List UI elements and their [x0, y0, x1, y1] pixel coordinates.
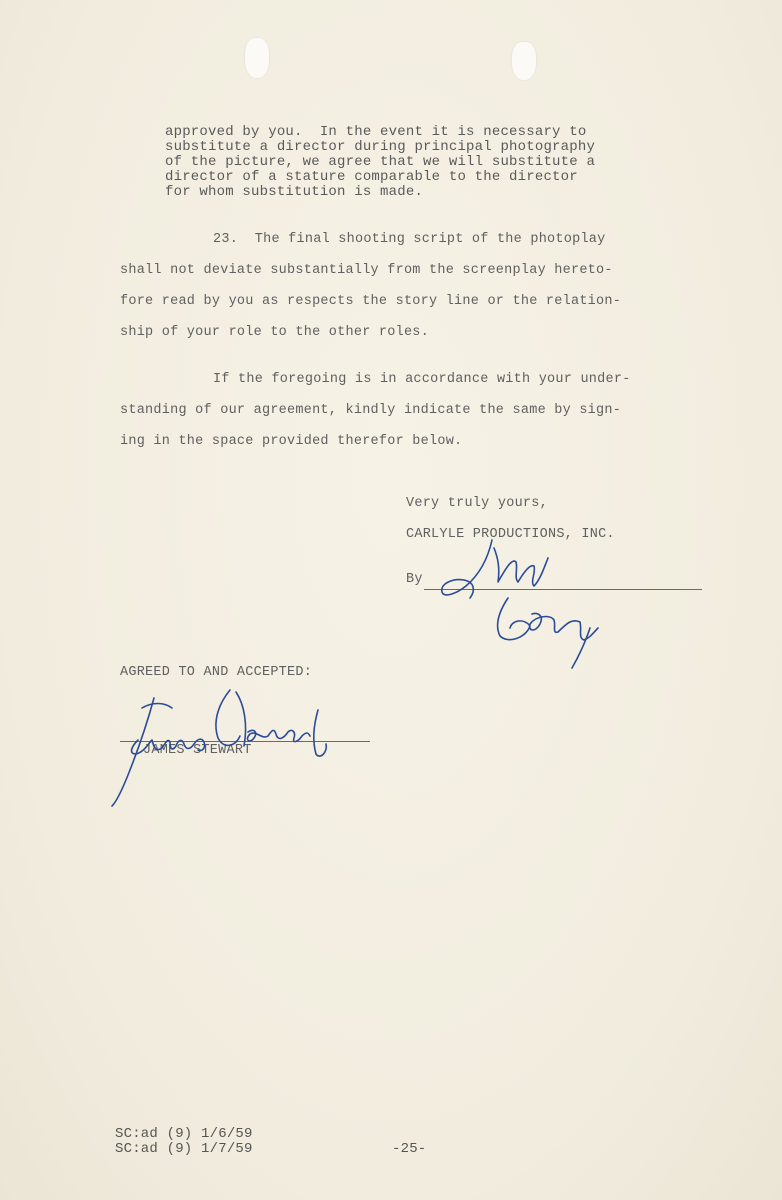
company-name: CARLYLE PRODUCTIONS, INC. [406, 527, 615, 542]
block-quote-line: approved by you. In the event it is necessary to [165, 124, 587, 140]
paragraph-line: fore read by you as respects the story line or the relation- [120, 294, 622, 309]
paragraph-line: standing of our agreement, kindly indicate the same by sign- [120, 403, 622, 418]
paragraph-line: 23. The final shooting script of the photoplay [213, 232, 606, 247]
paragraph-line: ship of your role to the other roles. [120, 325, 429, 340]
paragraph-line: If the foregoing is in accordance with your under- [213, 372, 631, 387]
punch-hole-left [245, 38, 269, 78]
block-quote-line: director of a stature comparable to the director [165, 169, 578, 185]
acceptor-name: JAMES STEWART [143, 743, 252, 758]
block-quote-line: of the picture, we agree that we will substitute a [165, 154, 596, 170]
block-quote-line: for whom substitution is made. [165, 184, 424, 200]
page-number: -25- [392, 1141, 427, 1157]
valediction: Very truly yours, [406, 496, 548, 511]
acceptance-heading: AGREED TO AND ACCEPTED: [120, 665, 313, 680]
by-label: By [406, 572, 423, 587]
block-quote-line: substitute a director during principal photography [165, 139, 596, 155]
reference-initials: SC:ad (9) 1/7/59 [115, 1141, 253, 1157]
reference-initials: SC:ad (9) 1/6/59 [115, 1126, 253, 1142]
acceptor-signature [108, 680, 348, 810]
paragraph-line: ing in the space provided therefor below. [120, 434, 463, 449]
company-signature [430, 528, 620, 678]
paragraph-line: shall not deviate substantially from the screenplay hereto- [120, 263, 613, 278]
punch-hole-right [512, 42, 536, 80]
